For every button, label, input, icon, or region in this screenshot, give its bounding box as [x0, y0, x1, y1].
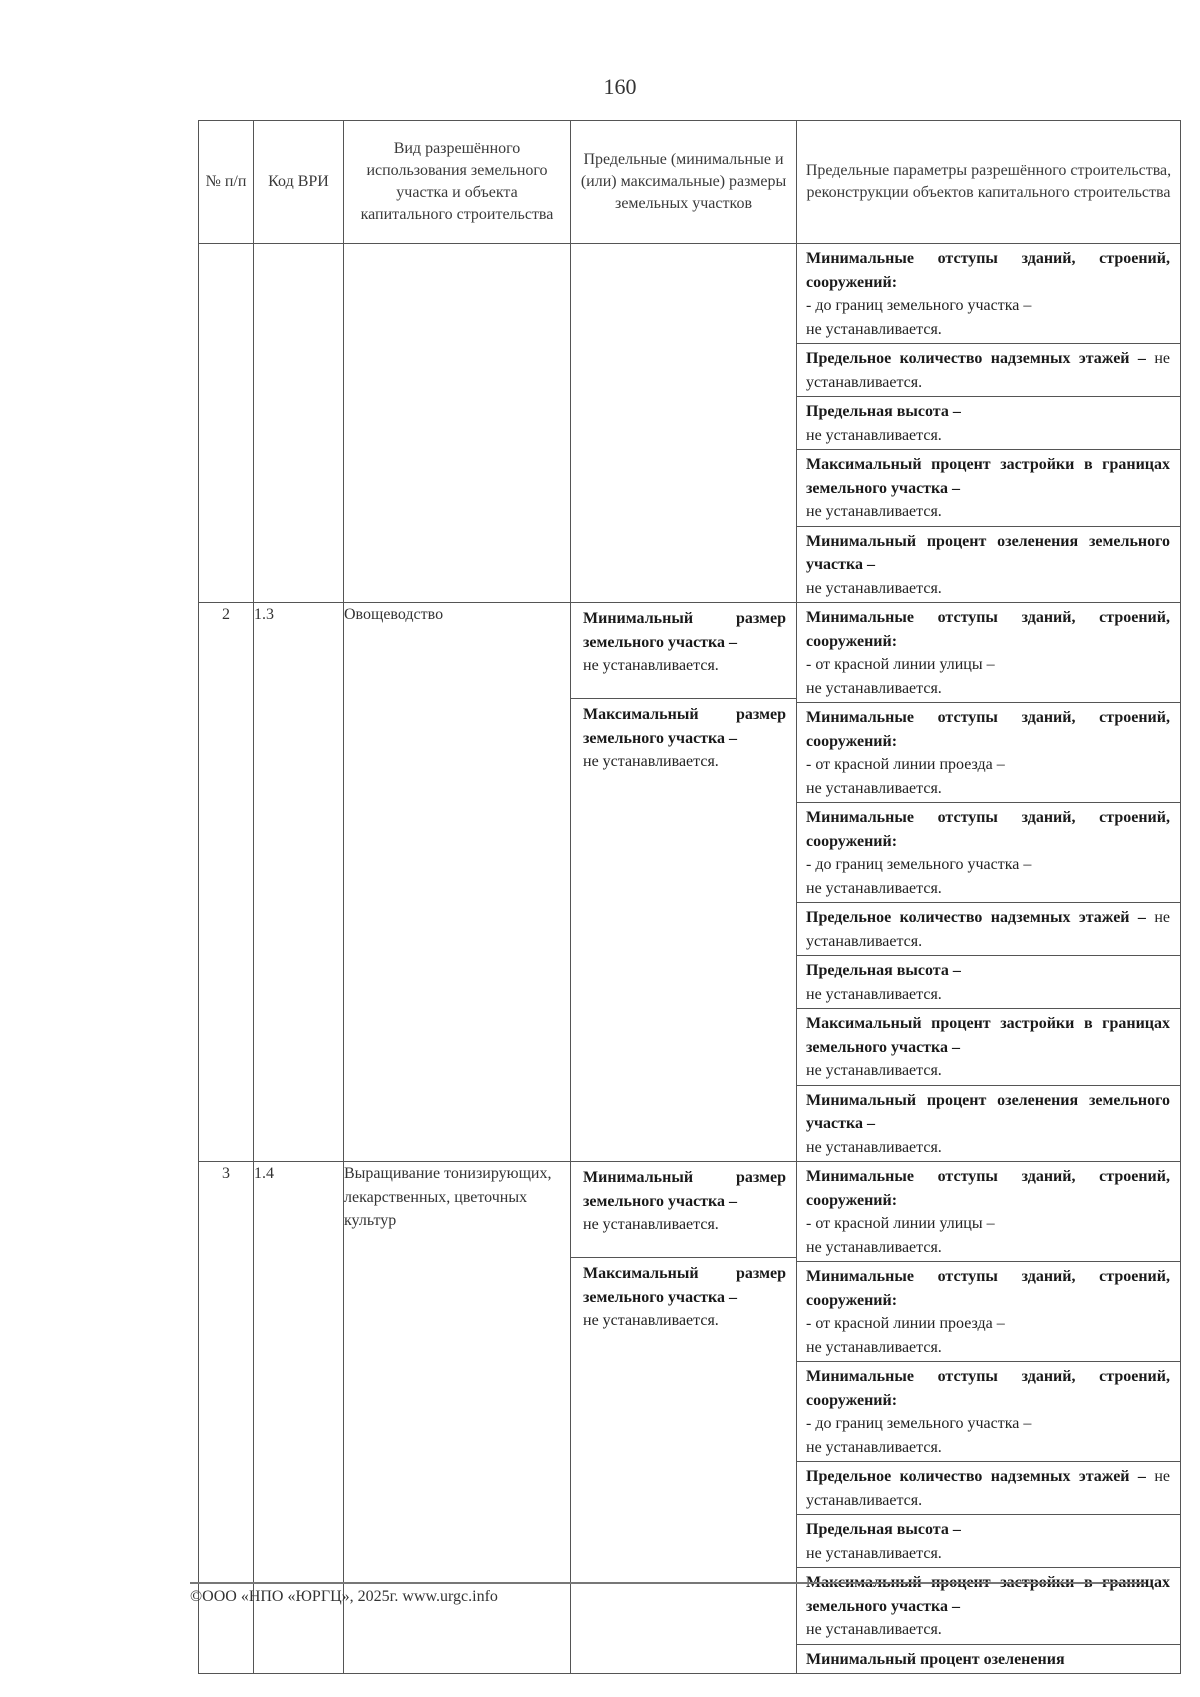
- param-ozelenenie-partial: Минимальный процент озеленения: [806, 1650, 1065, 1668]
- row-num: [199, 244, 254, 603]
- row-code: [254, 244, 344, 603]
- param-vysota: Предельная высота – не устанавливается.: [797, 1515, 1180, 1568]
- row-sizes: [571, 603, 797, 1162]
- param-zastroika: Максимальный процент застройки в границах земельного участка – не устанавливается.: [797, 1009, 1180, 1086]
- header-kind: Вид разрешённого использования земельного участка и объекта капитального строительства: [344, 121, 571, 244]
- table-header-row: [199, 121, 1181, 244]
- param-vysota: Предельная высота – не устанавливается.: [797, 956, 1180, 1009]
- row-params: [797, 244, 1181, 603]
- param-otstupy-granits: Минимальные отступы зданий, строений, сооружений: - до границ земельного участка – не устанавливается.: [797, 1362, 1180, 1462]
- row-num: 2: [199, 603, 254, 1162]
- param-ozelenenie: Минимальный процент озеленения земельного участка – не устанавливается.: [806, 1091, 1170, 1156]
- row-name: Выращивание тонизирующих, лекарственных, цветочных культур: [344, 1162, 571, 1674]
- row-code: 1.4: [254, 1162, 344, 1674]
- size-min: Минимальный размер земельного участка – не устанавливается.: [571, 1162, 796, 1258]
- param-etazhi: Предельное количество надземных этажей – не устанавливается.: [797, 1462, 1180, 1515]
- header-num: № п/п: [199, 121, 254, 244]
- param-zastroika: Максимальный процент застройки в границах земельного участка – не устанавливается.: [797, 450, 1180, 527]
- param-otstupy-ulitsy: Минимальные отступы зданий, строений, сооружений: - от красной линии улицы – не устанавливается.: [797, 1162, 1180, 1262]
- footer-copyright: ©ООО «НПО «ЮРГЦ», 2025г. www.urgc.info: [190, 1588, 498, 1605]
- row-name: [344, 244, 571, 603]
- footer-divider: [190, 1582, 1146, 1584]
- row-sizes: [571, 244, 797, 603]
- size-max: Максимальный размер земельного участка – не устанавливается.: [583, 706, 786, 770]
- header-code: Код ВРИ: [254, 121, 344, 244]
- param-otstupy-granits: Минимальные отступы зданий, строений, сооружений: - до границ земельного участка – не устанавливается.: [797, 803, 1180, 903]
- zoning-parameters-table: [198, 120, 1181, 1674]
- param-etazhi: Предельное количество надземных этажей – не устанавливается.: [797, 344, 1180, 397]
- row-params: [797, 603, 1181, 1162]
- param-zastroika: Максимальный процент застройки в границах земельного участка – не устанавливается.: [797, 1568, 1180, 1645]
- param-otstupy-proezda: Минимальные отступы зданий, строений, сооружений: - от красной линии проезда – не устанавливается.: [797, 1262, 1180, 1362]
- param-otstupy-ulitsy: Минимальные отступы зданий, строений, сооружений: - от красной линии улицы – не устанавливается.: [797, 603, 1180, 703]
- row-code: 1.3: [254, 603, 344, 1162]
- page-number: 160: [603, 74, 637, 99]
- param-ozelenenie: Минимальный процент озеленения земельного участка – не устанавливается.: [806, 532, 1170, 597]
- table-row: [199, 603, 1181, 1162]
- param-etazhi: Предельное количество надземных этажей – не устанавливается.: [797, 903, 1180, 956]
- param-otstupy-granits: Минимальные отступы зданий, строений, сооружений: - до границ земельного участка – не устанавливается.: [797, 244, 1180, 344]
- row-sizes: [571, 1162, 797, 1674]
- header-sizes: Предельные (минимальные и (или) максимальные) размеры земельных участков: [571, 121, 797, 244]
- param-otstupy-proezda: Минимальные отступы зданий, строений, сооружений: - от красной линии проезда – не устанавливается.: [797, 703, 1180, 803]
- row-num: 3: [199, 1162, 254, 1674]
- table-row: [199, 244, 1181, 603]
- row-params: [797, 1162, 1181, 1674]
- size-max: Максимальный размер земельного участка – не устанавливается.: [583, 1265, 786, 1329]
- header-params: Предельные параметры разрешённого строительства, реконструкции объектов капитального строительства: [797, 121, 1181, 244]
- size-min: Минимальный размер земельного участка – не устанавливается.: [571, 603, 796, 699]
- row-name: Овощеводство: [344, 603, 571, 1162]
- param-vysota: Предельная высота – не устанавливается.: [797, 397, 1180, 450]
